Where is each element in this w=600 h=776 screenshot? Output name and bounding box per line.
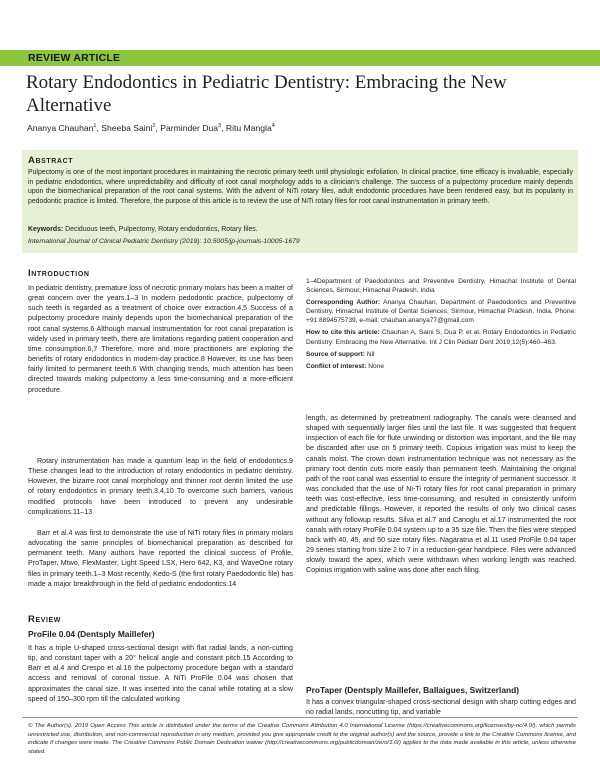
affiliation-text: 1–4Department of Paedodontics and Preventive Dentistry, Himachal Institute of Dental Sciences, Sirmour, Himachal Pradesh, India bbox=[306, 278, 576, 295]
abstract-heading: Abstract bbox=[28, 155, 74, 166]
intro-paragraph-2: Rotary instrumentation has made a quantum leap in the field of endodontics.9 These changes lead to the introduction of rotary endodontics in pediatric dentistry. However, the bizarre root canal morphology and thinner root dentin limited the use of rotary endodontics in primary teeth.3,4,10 To overcome such barriers, various modified protocols have been introduced to prevent any undesirable complications.11–13 bbox=[28, 457, 293, 516]
introduction-heading: Introduction bbox=[28, 268, 90, 279]
source-of-support bbox=[306, 350, 576, 359]
author-separator: , bbox=[155, 123, 161, 133]
author-list bbox=[27, 123, 275, 133]
profile-paragraph: It has a triple U-shaped cross-sectional design with flat radial lands, a non-cutting tip, and constant taper with a 20° helical angle and constant pitch.15 According to Barr et al.4 and Crespo et al.16 the pulpectomy procedure began with a standard access and removal of coronal tissue. A NiTi ProFile 0.04 was chosen that approximates the canal size. It was inserted into the canal while rotating at a slow speed of 150–300 rpm till the calculated working bbox=[28, 644, 293, 703]
protaper-paragraph: It has a convex triangular-shaped cross-sectional design with sharp cutting edges and no radial lands, noncutting tip, and variable bbox=[306, 698, 576, 717]
keywords-text: Deciduous teeth, Pulpectomy, Rotary endodontics, Rotary files. bbox=[63, 226, 258, 233]
author-affiliation-mark: 3 bbox=[218, 123, 222, 130]
author-name: Parminder Dua bbox=[160, 123, 219, 133]
article-title: Rotary Endodontics in Pediatric Dentistry: Embracing the New Alternative bbox=[26, 72, 507, 116]
corresponding-author bbox=[306, 298, 576, 325]
profile-continued-paragraph: length, as determined by pretreatment radiography. The canals were cleansed and shaped with sequentially larger files until the last file. It was suggested that frequent inspection of each file for flute unwinding or distortion was important, and the file may be discarded after use on 5 primary teeth. Copious irrigation was must to keep the canals moist. The crown down instrumentation technique was not necessary as the primary root dentin cuts more easily than permanent teeth. Maintaining the original path of the root canal was essential to ensure the integrity of permanent successor. It was concluded that the use of Ni-Ti rotary files for root canal preparation in primary teeth was cost-effective, less time-consuming, and resulted in consistently uniform and predictable fillings. However, it reported the results of only two clinical cases without any followup results. Silva et al.7 and Canoglu et al.17 instrumented the root canals with rotary ProFile 0.04 system up to a 35 size file. Then the files were stepped back with 40, 45, and 50 size rotary files. Nagaratna et al.11 used ProFile 0.04 taper 29 series starting from size 2 to 7 in a reduction-gear handpiece. Files were advanced slowly toward the apex, which were withdrawn when working length was reached. Copious irrigation with saline was done after each filing. bbox=[306, 414, 576, 575]
author-name: Ritu Mangla bbox=[225, 123, 272, 133]
author-affiliation-mark: 2 bbox=[152, 123, 156, 130]
corresponding-text: Ananya Chauhan, Department of Paedodontics and Preventive Dentistry, Himachal Institute of Dental Sciences, Sirmour, Himachal Pradesh, India, Phone: +91 8894575739, e-mail: chauhan.ananya77@gmail.com bbox=[306, 299, 576, 325]
author-affiliation-mark: 4 bbox=[271, 123, 275, 130]
conflict-of-interest bbox=[306, 362, 576, 371]
author-separator: , bbox=[221, 123, 226, 133]
author-separator: , bbox=[96, 123, 102, 133]
citation-text: Chauhan A, Saini S, Dua P, et al. Rotary Endodontics in Pediatric Dentistry: Embracing the New Alternative. Int J Clin Pediatr Dent 2019;12(5):460–463. bbox=[306, 329, 576, 346]
citation-label: How to cite this article: bbox=[306, 329, 380, 337]
conflict-text: None bbox=[366, 362, 385, 370]
footer-divider bbox=[22, 717, 578, 718]
intro-paragraph-1: In pediatric dentistry, premature loss of necrotic primary molars has been a matter of great concern over the years.1–3 In modern pedodontic practice, pulpectomy of such teeth is regarded as a treatment of choice over extraction.4,5 Success of a pulpectomy procedure mainly depends upon the biomechanical preparation of the root canal systems.6 Although manual instrumentation for root canal preparation is widely used in primary teeth, there are limitations regarding patient cooperation and time consumption.6,7 Therefore, more and more practitioners are exploring the benefits of rotary endodontics in modern-day practice.8 However, its use has been fairly limited to permanent teeth.6 With changing trends, much attention has been directed towards making pulpectomy a less time-consuming and a more-efficient procedure. bbox=[28, 284, 293, 394]
citation-block bbox=[306, 328, 576, 346]
abstract-text: Pulpectomy is one of the most important procedures in maintaining the necrotic primary teeth until physiologic exfoliation. In clinical practice, time efficacy is invaluable, especially in pediatric endodontics, where unpredictability and difficulty of root canal morphology adds to a clinician's challenge. The success of a pulpectomy procedure mainly depends upon the biomechanical preparation of the root canal systems. With the advent of NiTi rotary files, adult endodontic procedures have been rendered easy, but its popularity in pedodontic practice is limited. Therefore, the purpose of this article is to review the use of NiTi rotary files for root canal instrumentation in primary teeth. bbox=[28, 169, 573, 206]
corresponding-label: Corresponding Author: bbox=[306, 299, 381, 307]
affiliation-block bbox=[306, 277, 576, 374]
author-name: Sheeba Saini bbox=[101, 123, 153, 133]
keywords-line bbox=[28, 226, 258, 233]
article-type-label: REVIEW ARTICLE bbox=[28, 52, 121, 64]
intro-paragraph-3: Barr et al.4 was first to demonstrate the use of NiTi rotary files in primary molars advocating the same principles of biomechanical preparation as described for permanent teeth. Many authors have reported the clinical success of Profile, ProTaper, Mtwo, FlexMaster, Light Speed LSX, Hero 642, K3, and WaveOne rotary files in primary teeth.1–3 Most recently, Kedo-S (the first rotary Paedodontic file) has made a major breakthrough in the field of pediatric endodontics.14 bbox=[28, 529, 293, 588]
license-text: © The Author(s). 2019 Open Access This article is distributed under the terms of the Creative Commons Attribution 4.0 International License (https://creativecommons.org/licenses/by-nc/4.0/), which permits unrestricted use, distribution, and non-commercial reproduction in any medium, provided you give appropriate credit to the original author(s) and the source, provide a link to the Creative Commons license, and indicate if changes were made. The Creative Commons Public Domain Dedication waiver (http://creativecommons.org/publicdomain/zero/1.0/) applies to the data made available in this article, unless otherwise stated. bbox=[28, 723, 576, 755]
journal-citation: International Journal of Clinical Pediatric Dentistry (2019): 10.5005/jp-journals-10005-1679 bbox=[28, 238, 300, 245]
profile-subheading: ProFile 0.04 (Dentsply Maillefer) bbox=[28, 629, 155, 639]
conflict-label: Conflict of interest: bbox=[306, 362, 367, 370]
protaper-subheading: ProTaper (Dentsply Maillefer, Ballaigues, Switzerland) bbox=[306, 685, 519, 695]
support-label: Source of support: bbox=[306, 350, 365, 358]
support-text: Nil bbox=[364, 350, 375, 358]
author-affiliation-mark: 1 bbox=[93, 123, 97, 130]
keywords-label: Keywords: bbox=[28, 226, 64, 233]
review-heading: Review bbox=[28, 614, 62, 625]
author-name: Ananya Chauhan bbox=[27, 123, 94, 133]
